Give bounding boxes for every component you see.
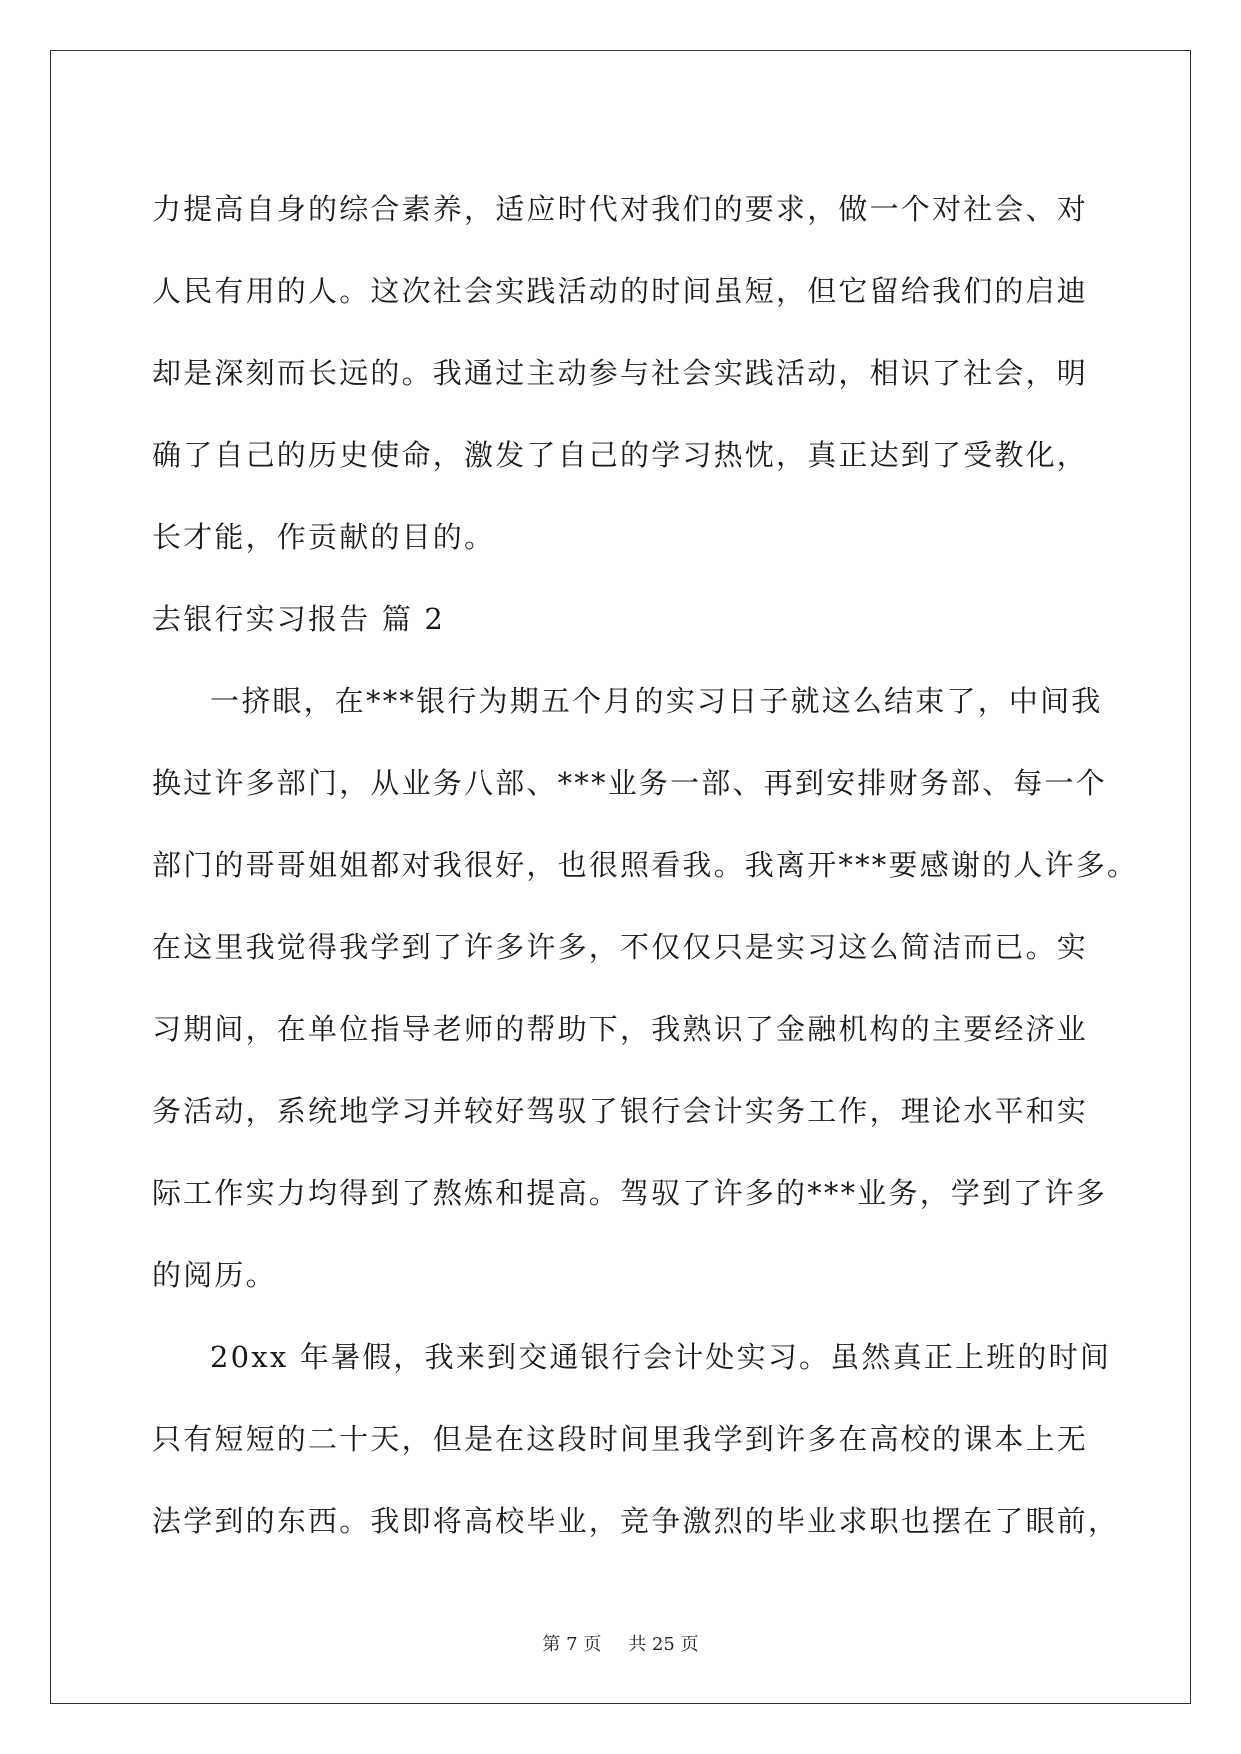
text-line: 在这里我觉得我学到了许多许多，不仅仅只是实习这么简洁而已。实 [152,930,1089,964]
text-line: 一挤眼，在***银行为期五个月的实习日子就这么结束了，中间我 [210,684,1103,718]
text-line: 际工作实力均得到了熬炼和提高。驾驭了许多的***业务，学到了许多 [152,1176,1107,1210]
page-total: 共 25 页 [628,1634,699,1655]
text-line: 只有短短的二十天，但是在这段时间里我学到许多在高校的课本上无 [152,1422,1089,1456]
text-line: 长才能，作贡献的目的。 [152,520,496,554]
page-footer [0,1630,1241,1656]
document-body [152,168,1139,1562]
page-number: 第 7 页 [542,1634,602,1655]
section-heading: 去银行实习报告 篇 2 [152,602,446,636]
paragraph-summer-internship [152,1316,1120,1562]
text-line: 习期间，在单位指导老师的帮助下，我熟识了金融机构的主要经济业 [152,1012,1089,1046]
text-line: 却是深刻而长远的。我通过主动参与社会实践活动，相识了社会，明 [152,356,1089,390]
text-line: 力提高自身的综合素养，适应时代对我们的要求，做一个对社会、对 [152,192,1089,226]
text-line: 确了自己的历史使命，激发了自己的学习热忱，真正达到了受教化， [152,438,1089,472]
paragraph-continuation [152,168,1092,578]
text-line: 换过许多部门，从业务八部、***业务一部、再到安排财务部、每一个 [152,766,1107,800]
text-line: 20xx 年暑假，我来到交通银行会计处实习。虽然真正上班的时间 [210,1340,1112,1374]
text-line: 部门的哥哥姐姐都对我很好，也很照看我。我离开***要感谢的人许多。 [152,848,1139,882]
text-line: 的阅历。 [152,1258,277,1292]
paragraph-internship-intro [152,660,1139,1316]
text-line: 法学到的东西。我即将高校毕业，竞争激烈的毕业求职也摆在了眼前， [152,1504,1120,1538]
text-line: 人民有用的人。这次社会实践活动的时间虽短，但它留给我们的启迪 [152,274,1089,308]
text-line: 务活动，系统地学习并较好驾驭了银行会计实务工作，理论水平和实 [152,1094,1089,1128]
